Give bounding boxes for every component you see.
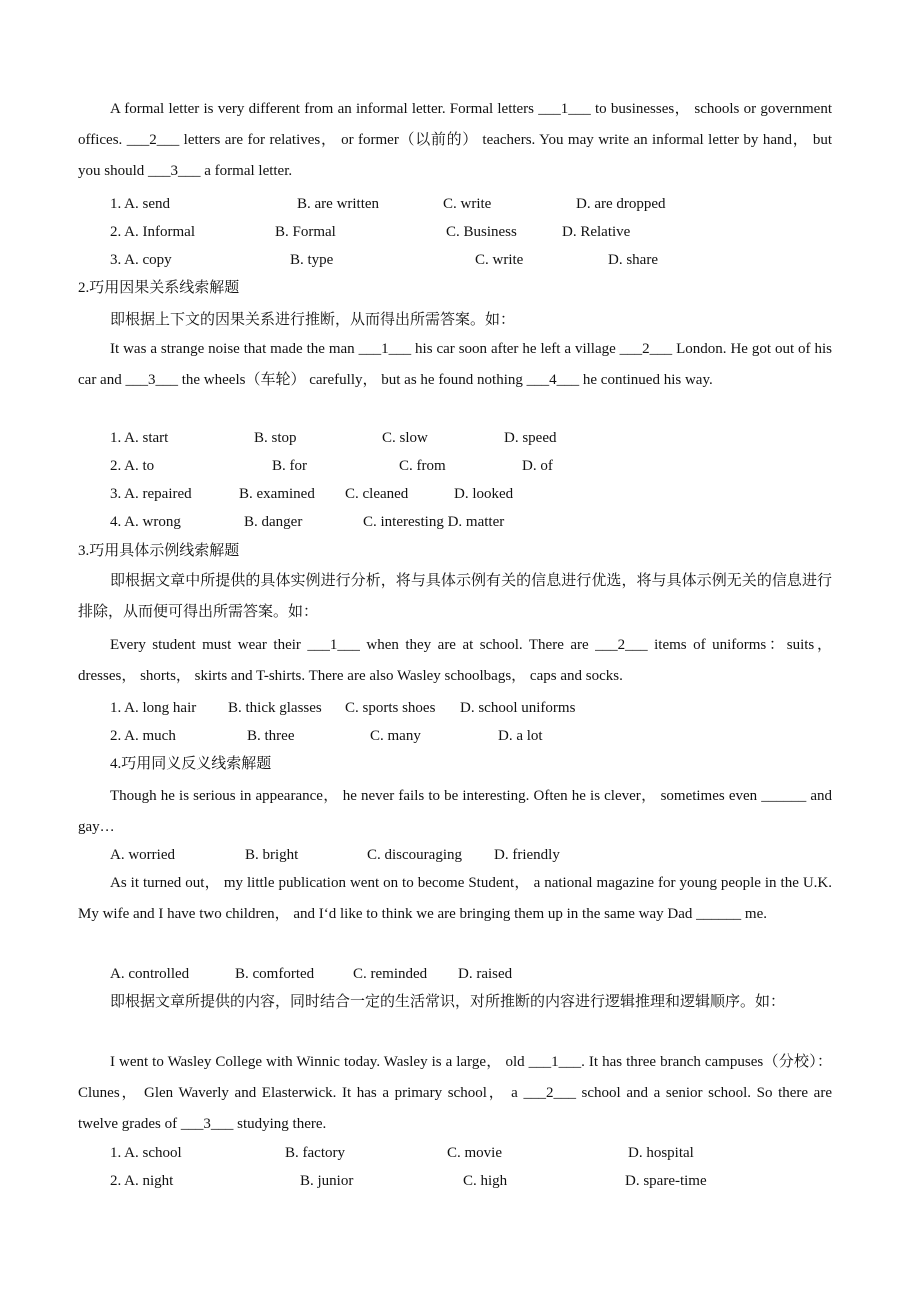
option: D. hospital [628,1145,694,1161]
option: D. speed [504,430,557,446]
options-row [110,512,830,532]
passage-wasley-college: I went to Wasley College with Winnic today. Wasley is a large， old ___1___. It has three branch campuses（分校）： Clunes， Glen Waverly and Elasterwick. It has a primary school， a ___2___ school and a senior school. So there are twelve grades of ___3___ studying there. [78,1054,832,1132]
options-row [110,456,830,476]
options-row [110,1171,830,1191]
section-description: 即根据文章所提供的内容，同时结合一定的生活常识，对所推断的内容进行逻辑推理和逻辑顺序。如： [110,994,786,1010]
option: B. factory [285,1145,345,1161]
options-row [110,194,830,214]
option: 1. A. start [110,430,169,446]
option: C. movie [447,1145,502,1161]
option: D. are dropped [576,196,666,212]
option: B. comforted [235,966,315,982]
options-row [110,484,830,504]
option: 4. A. wrong [110,514,181,530]
option: D. raised [458,966,513,982]
option: C. from [399,458,446,474]
options-row [110,1143,830,1163]
option: D. Relative [562,224,631,240]
option: 2. A. Informal [110,224,195,240]
option: B. bright [245,847,299,863]
option: D. spare-time [625,1173,707,1189]
option: D. share [608,252,658,268]
option: B. for [272,458,307,474]
option: B. stop [254,430,297,446]
option: 1. A. long hair [110,700,197,716]
option: C. cleaned [345,486,409,502]
options-row [110,964,830,984]
option: C. many [370,728,421,744]
passage-uniforms: Every student must wear their ___1___ when they are at school. There are ___2___ items of uniforms：suits， dresses， shorts， skirts and T-shirts. There are also Wasley schoolbags， caps and socks. [78,637,832,684]
option: A. controlled [110,966,190,982]
option: C. reminded [353,966,428,982]
option: C. write [443,196,492,212]
option: C. Business [446,224,517,240]
options-row [110,250,830,270]
option: B. Formal [275,224,336,240]
options-row [110,428,830,448]
option: B. are written [297,196,380,212]
option: 2. A. night [110,1173,174,1189]
option: D. looked [454,486,514,502]
option: B. three [247,728,295,744]
option: C. interesting D. matter [363,514,505,530]
option: C. slow [382,430,428,446]
section-description: 即根据上下文的因果关系进行推断，从而得出所需答案。如： [110,312,516,328]
options-row [110,726,830,746]
option: D. a lot [498,728,543,744]
option: B. junior [300,1173,354,1189]
section-description: 即根据文章中所提供的具体实例进行分析，将与具体示例有关的信息进行优选，将与具体示例无关的信息进行排除，从而便可得出所需答案。如： [78,573,832,620]
options-row [110,845,830,865]
passage-publication: As it turned out， my little publication went on to become Student， a national magazine for young people in the U.K. My wife and I have two children， and I‘d like to think we are bringing them up in the same way Dad ______ me. [78,875,832,922]
option: C. write [475,252,524,268]
section-heading: 2.巧用因果关系线索解题 [78,280,240,296]
options-row [110,222,830,242]
passage-formal-letter: A formal letter is very different from an informal letter. Formal letters ___1___ to businesses， schools or government offices. ___2___ letters are for relatives， or former（以前的） teachers. You may write an informal letter by hand， but you should ___3___ a formal letter. [78,101,832,179]
option: C. sports shoes [345,700,436,716]
option: C. discouraging [367,847,462,863]
option: A. worried [110,847,175,863]
option: 1. A. send [110,196,170,212]
option: 2. A. to [110,458,155,474]
option: B. examined [239,486,315,502]
passage-strange-noise: It was a strange noise that made the man ___1___ his car soon after he left a village ___2___ London. He got out of his car and ___3___ the wheels（车轮） carefully， but as he found nothing ___4___ he continued his way. [78,341,832,388]
options-row [110,698,830,718]
option: D. school uniforms [460,700,576,716]
option: B. danger [244,514,303,530]
option: D. of [522,458,553,474]
option: 3. A. repaired [110,486,192,502]
passage-serious-appearance: Though he is serious in appearance， he never fails to be interesting. Often he is clever， sometimes even ______ and gay… [78,788,832,835]
section-heading: 3.巧用具体示例线索解题 [78,543,240,559]
section-heading: 4.巧用同义反义线索解题 [110,756,272,772]
option: 3. A. copy [110,252,172,268]
option: D. friendly [494,847,560,863]
option: C. high [463,1173,508,1189]
option: 2. A. much [110,728,176,744]
option: B. thick glasses [228,700,322,716]
option: 1. A. school [110,1145,182,1161]
option: B. type [290,252,334,268]
